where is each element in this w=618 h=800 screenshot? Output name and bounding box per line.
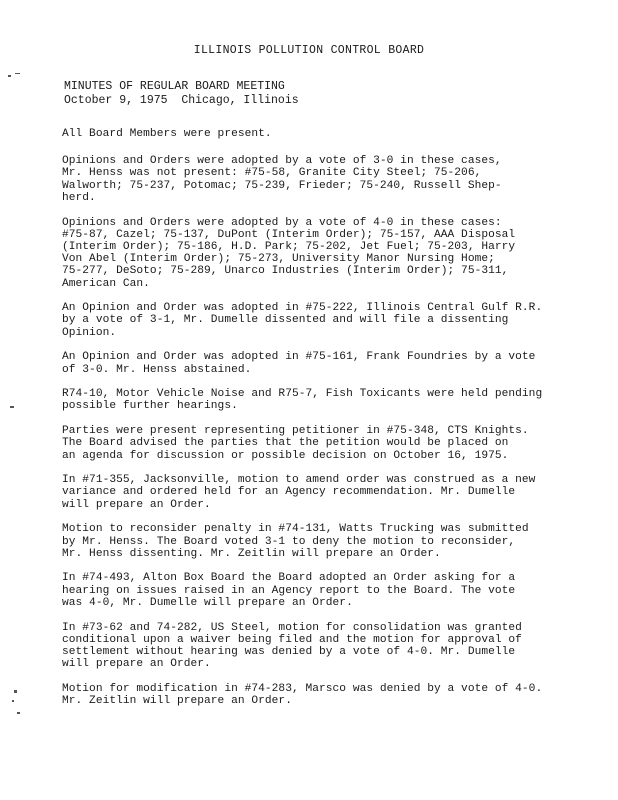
board-header: ILLINOIS POLLUTION CONTROL BOARD: [193, 44, 425, 57]
scan-speck: [12, 700, 14, 702]
scan-speck: [17, 712, 20, 714]
paragraph: Motion for modification in #74-283, Marsco was denied by a vote of 4-0. Mr. Zeitlin will prepare an Order.: [62, 682, 543, 708]
paragraph: In #71-355, Jacksonville, motion to amend order was construed as a new variance and ordered held for an Agency recommendation. Mr. Dumelle will prepare an Order.: [62, 474, 536, 511]
paragraph: Motion to reconsider penalty in #74-131, Watts Trucking was submitted by Mr. Henss. The Board voted 3-1 to deny the motion to reconsider, Mr. Henss dissenting. Mr. Zeitlin will prepare an Order.: [62, 523, 529, 560]
paragraph-attendance: All Board Members were present.: [62, 128, 272, 140]
paragraph: R74-10, Motor Vehicle Noise and R75-7, Fish Toxicants were held pending possible further hearings.: [62, 388, 543, 413]
minutes-body: [62, 128, 562, 720]
paragraph: In #73-62 and 74-282, US Steel, motion for consolidation was granted conditional upon a waiver being filed and the motion for approval of settlement without hearing was denied by a vote of 4-0. Mr. Dumelle will prepare an Order.: [62, 621, 522, 671]
paragraph: Parties were present representing petitioner in #75-348, CTS Knights. The Board advised the parties that the petition would be placed on an agenda for discussion or possible decision on October 16, 1975.: [62, 425, 529, 462]
paragraph: Opinions and Orders were adopted by a vote of 3-0 in these cases, Mr. Henss was not present: #75-58, Granite City Steel; 75-206, Walworth; 75-237, Potomac; 75-239, Frieder; 75-240, Russell Shep- herd.: [62, 155, 502, 204]
scan-speck: [14, 690, 17, 693]
scan-speck: [8, 75, 11, 77]
scan-speck: [15, 73, 20, 74]
paragraph: An Opinion and Order was adopted in #75-161, Frank Foundries by a vote of 3-0. Mr. Henss abstained.: [62, 351, 536, 376]
meeting-info: [64, 80, 299, 108]
scan-speck: [10, 406, 14, 408]
paragraph: In #74-493, Alton Box Board the Board adopted an Order asking for a hearing on issues raised in an Agency report to the Board. The vote was 4-0, Mr. Dumelle will prepare an Order.: [62, 572, 516, 609]
meeting-title: MINUTES OF REGULAR BOARD MEETING: [64, 80, 285, 93]
meeting-date-place: October 9, 1975 Chicago, Illinois: [64, 94, 299, 107]
paragraph: An Opinion and Order was adopted in #75-222, Illinois Central Gulf R.R. by a vote of 3-1, Mr. Dumelle dissented and will file a dissenting Opinion.: [62, 302, 543, 339]
paragraph: Opinions and Orders were adopted by a vote of 4-0 in these cases: #75-87, Cazel; 75-137, DuPont (Interim Order); 75-157, AAA Disposal (Interim Order); 75-186, H.D. Park; 75-202, Jet Fuel; 75-203, Harry Von Abel (Interim Order); 75-273, University Manor Nursing Home; 75-277, DeSoto; 75-289, Unarco Industries (Interim Order); 75-311, American Can.: [62, 216, 516, 290]
